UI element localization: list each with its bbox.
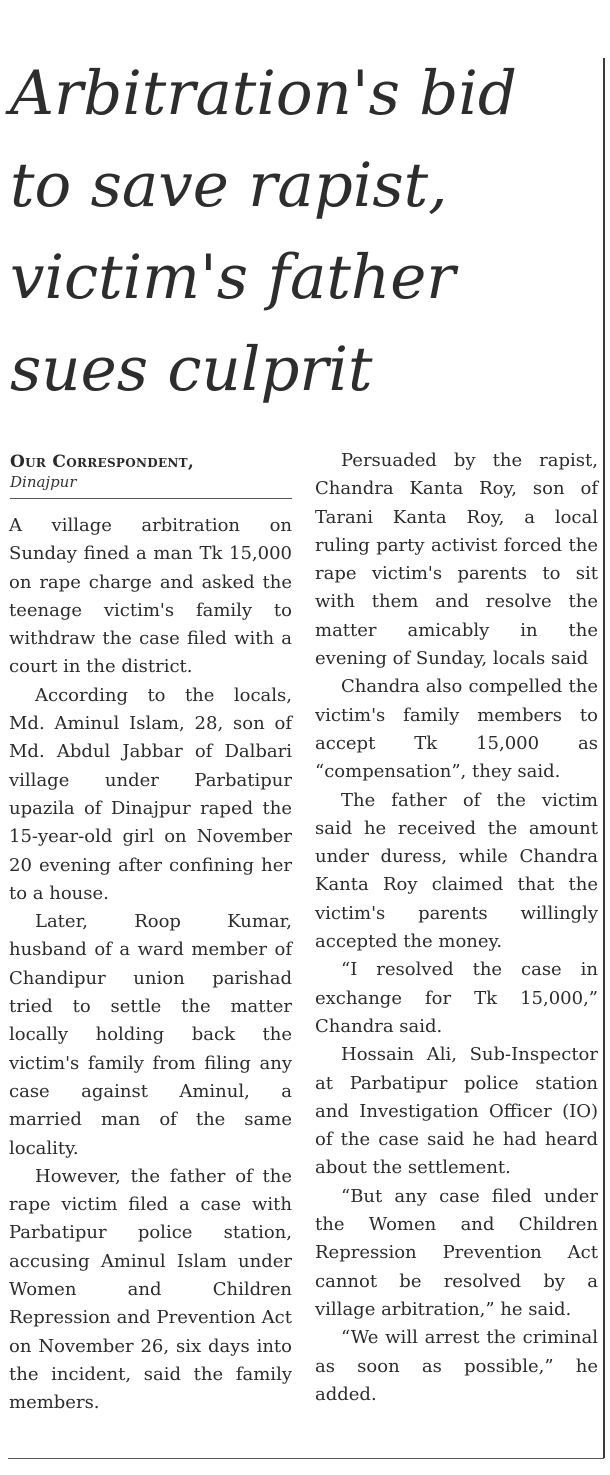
paragraph: “But any case filed under the Women and Children Repression Prevention Act cannot be resolved by a village arbitration,” he said.: [315, 1185, 598, 1320]
paragraph: Chandra also compelled the victim's family members to accept Tk 15,000 as “compensation”, they said.: [315, 676, 598, 783]
byline-divider: [10, 498, 292, 499]
headline-line: Arbitration's bid: [10, 58, 517, 129]
byline-location: Dinajpur: [10, 473, 77, 491]
body-column-left: [9, 512, 292, 1418]
paragraph: Later, Roop Kumar, husband of a ward member of Chandipur union parishad tried to settle the matter locally holding back the victim's family from filing any case against Aminul, a married man of the same locality.: [9, 911, 292, 1159]
headline-line: sues culprit: [10, 334, 373, 405]
paragraph: A village arbitration on Sunday fined a man Tk 15,000 on rape charge and asked the teenage victim's family to withdraw the case filed with a court in the district.: [9, 515, 292, 678]
bottom-divider: [8, 1458, 604, 1459]
paragraph: Persuaded by the rapist, Chandra Kanta Roy, son of Tarani Kanta Roy, a local ruling party activist forced the rape victim's parents to sit with them and resolve the matter amicably in the evening of Sunday, locals said: [315, 450, 598, 670]
headline-line: to save rapist,: [10, 150, 448, 221]
headline-line: victim's father: [10, 242, 456, 313]
byline-author: Our Correspondent,: [10, 452, 195, 472]
headline: [10, 48, 600, 416]
byline: [10, 452, 292, 491]
paragraph: The father of the victim said he received the amount under duress, while Chandra Kanta Roy claimed that the victim's parents willingly accepted the money.: [315, 789, 598, 953]
body-column-right: [315, 447, 598, 1409]
column-rule: [603, 58, 605, 1458]
paragraph: However, the father of the rape victim filed a case with Parbatipur police station, accusing Aminul Islam under Women and Children Repression and Prevention Act on November 26, six days into the incident, said the family members.: [9, 1165, 292, 1414]
paragraph: According to the locals, Md. Aminul Islam, 28, son of Md. Abdul Jabbar of Dalbari village under Parbatipur upazila of Dinajpur raped the 15-year-old girl on November 20 evening after confining her to a house.: [9, 684, 292, 904]
paragraph: Hossain Ali, Sub-Inspector at Parbatipur police station and Investigation Officer (IO) of the case said he had heard about the settlement.: [315, 1044, 598, 1179]
paragraph: “We will arrest the criminal as soon as possible,” he added.: [315, 1327, 598, 1405]
paragraph: “I resolved the case in exchange for Tk 15,000,” Chandra said.: [315, 959, 598, 1037]
